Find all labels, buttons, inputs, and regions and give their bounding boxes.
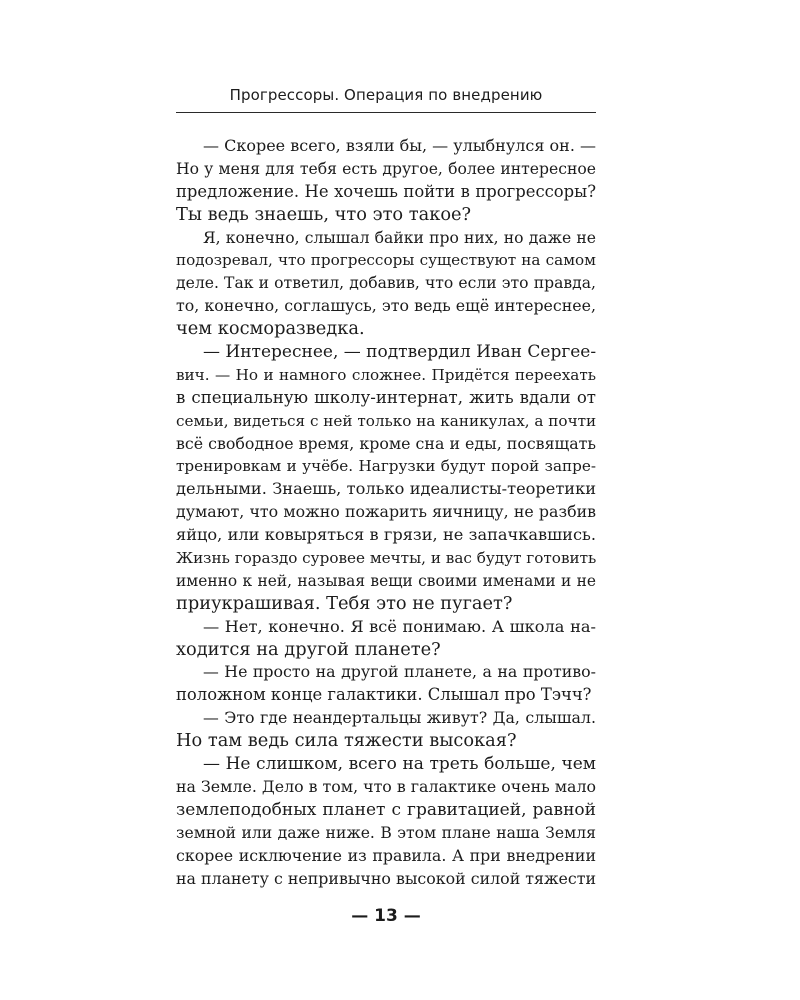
- text-line: предложение. Не хочешь пойти в прогрессоры?: [176, 181, 596, 201]
- text-line: землеподобных планет с гравитацией, равной: [176, 799, 596, 820]
- text-line: вич. — Но и намного сложнее. Придётся переехать: [176, 365, 596, 384]
- text-line: яйцо, или ковыряться в грязи, не запачкавшись.: [176, 525, 596, 545]
- text-line: Ты ведь знаешь, что это такое?: [176, 203, 472, 225]
- text-line: ходится на другой планете?: [176, 638, 441, 660]
- text-line: — Не просто на другой планете, а на противо-: [203, 662, 596, 682]
- text-line: думают, что можно пожарить яичницу, не разбив: [176, 502, 596, 522]
- text-line: Но там ведь сила тяжести высокая?: [176, 730, 517, 752]
- text-line: деле. Так и ответил, добавив, что если это правда,: [176, 274, 596, 293]
- text-line: семьи, видеться с ней только на каникулах, а почти: [176, 411, 597, 430]
- text-line: земной или даже ниже. В этом плане наша Земля: [176, 823, 596, 842]
- text-line: в специальную школу-интернат, жить вдали от: [176, 387, 596, 407]
- text-line: приукрашивая. Тебя это не пугает?: [176, 592, 513, 614]
- text-line: Я, конечно, слышал байки про них, но даже не: [203, 228, 596, 247]
- header-rule: [176, 112, 596, 113]
- text-line: на Земле. Дело в том, что в галактике очень мало: [176, 776, 596, 796]
- text-line: именно к ней, называя вещи своими именами и не: [176, 571, 596, 590]
- text-line: подозревал, что прогрессоры существуют на самом: [176, 251, 596, 270]
- text-line: скорее исключение из правила. А при внедрении: [176, 845, 596, 865]
- text-line: — Скорее всего, взяли бы, — улыбнулся он. —: [203, 136, 597, 155]
- text-line: — Нет, конечно. Я всё понимаю. А школа на-: [203, 616, 596, 636]
- text-line: дельными. Знаешь, только идеалисты-теоретики: [176, 479, 596, 499]
- text-line: — Интереснее, — подтвердил Иван Сергее-: [203, 342, 597, 363]
- running-head: Прогрессоры. Операция по внедрению: [229, 86, 543, 104]
- text-line: положном конце галактики. Слышал про Тэчч?: [176, 685, 592, 705]
- text-line: Но у меня для тебя есть другое, более интересное: [176, 159, 596, 178]
- text-line: чем косморазведка.: [176, 318, 365, 340]
- text-line: — Не слишком, всего на треть больше, чем: [203, 754, 596, 775]
- text-line: то, конечно, соглашусь, это ведь ещё интереснее,: [176, 296, 596, 316]
- text-line: Жизнь гораздо суровее мечты, и вас будут готовить: [176, 549, 597, 568]
- text-line: тренировкам и учёбе. Нагрузки будут порой запре-: [176, 457, 596, 476]
- text-line: — Это где неандертальцы живут? Да, слышал.: [203, 708, 596, 728]
- body-text: [176, 135, 596, 890]
- text-line: всё свободное время, кроме сна и еды, посвящать: [176, 433, 596, 453]
- text-line: на планету с непривычно высокой силой тяжести: [176, 868, 596, 888]
- page-number: — 13 —: [351, 906, 421, 926]
